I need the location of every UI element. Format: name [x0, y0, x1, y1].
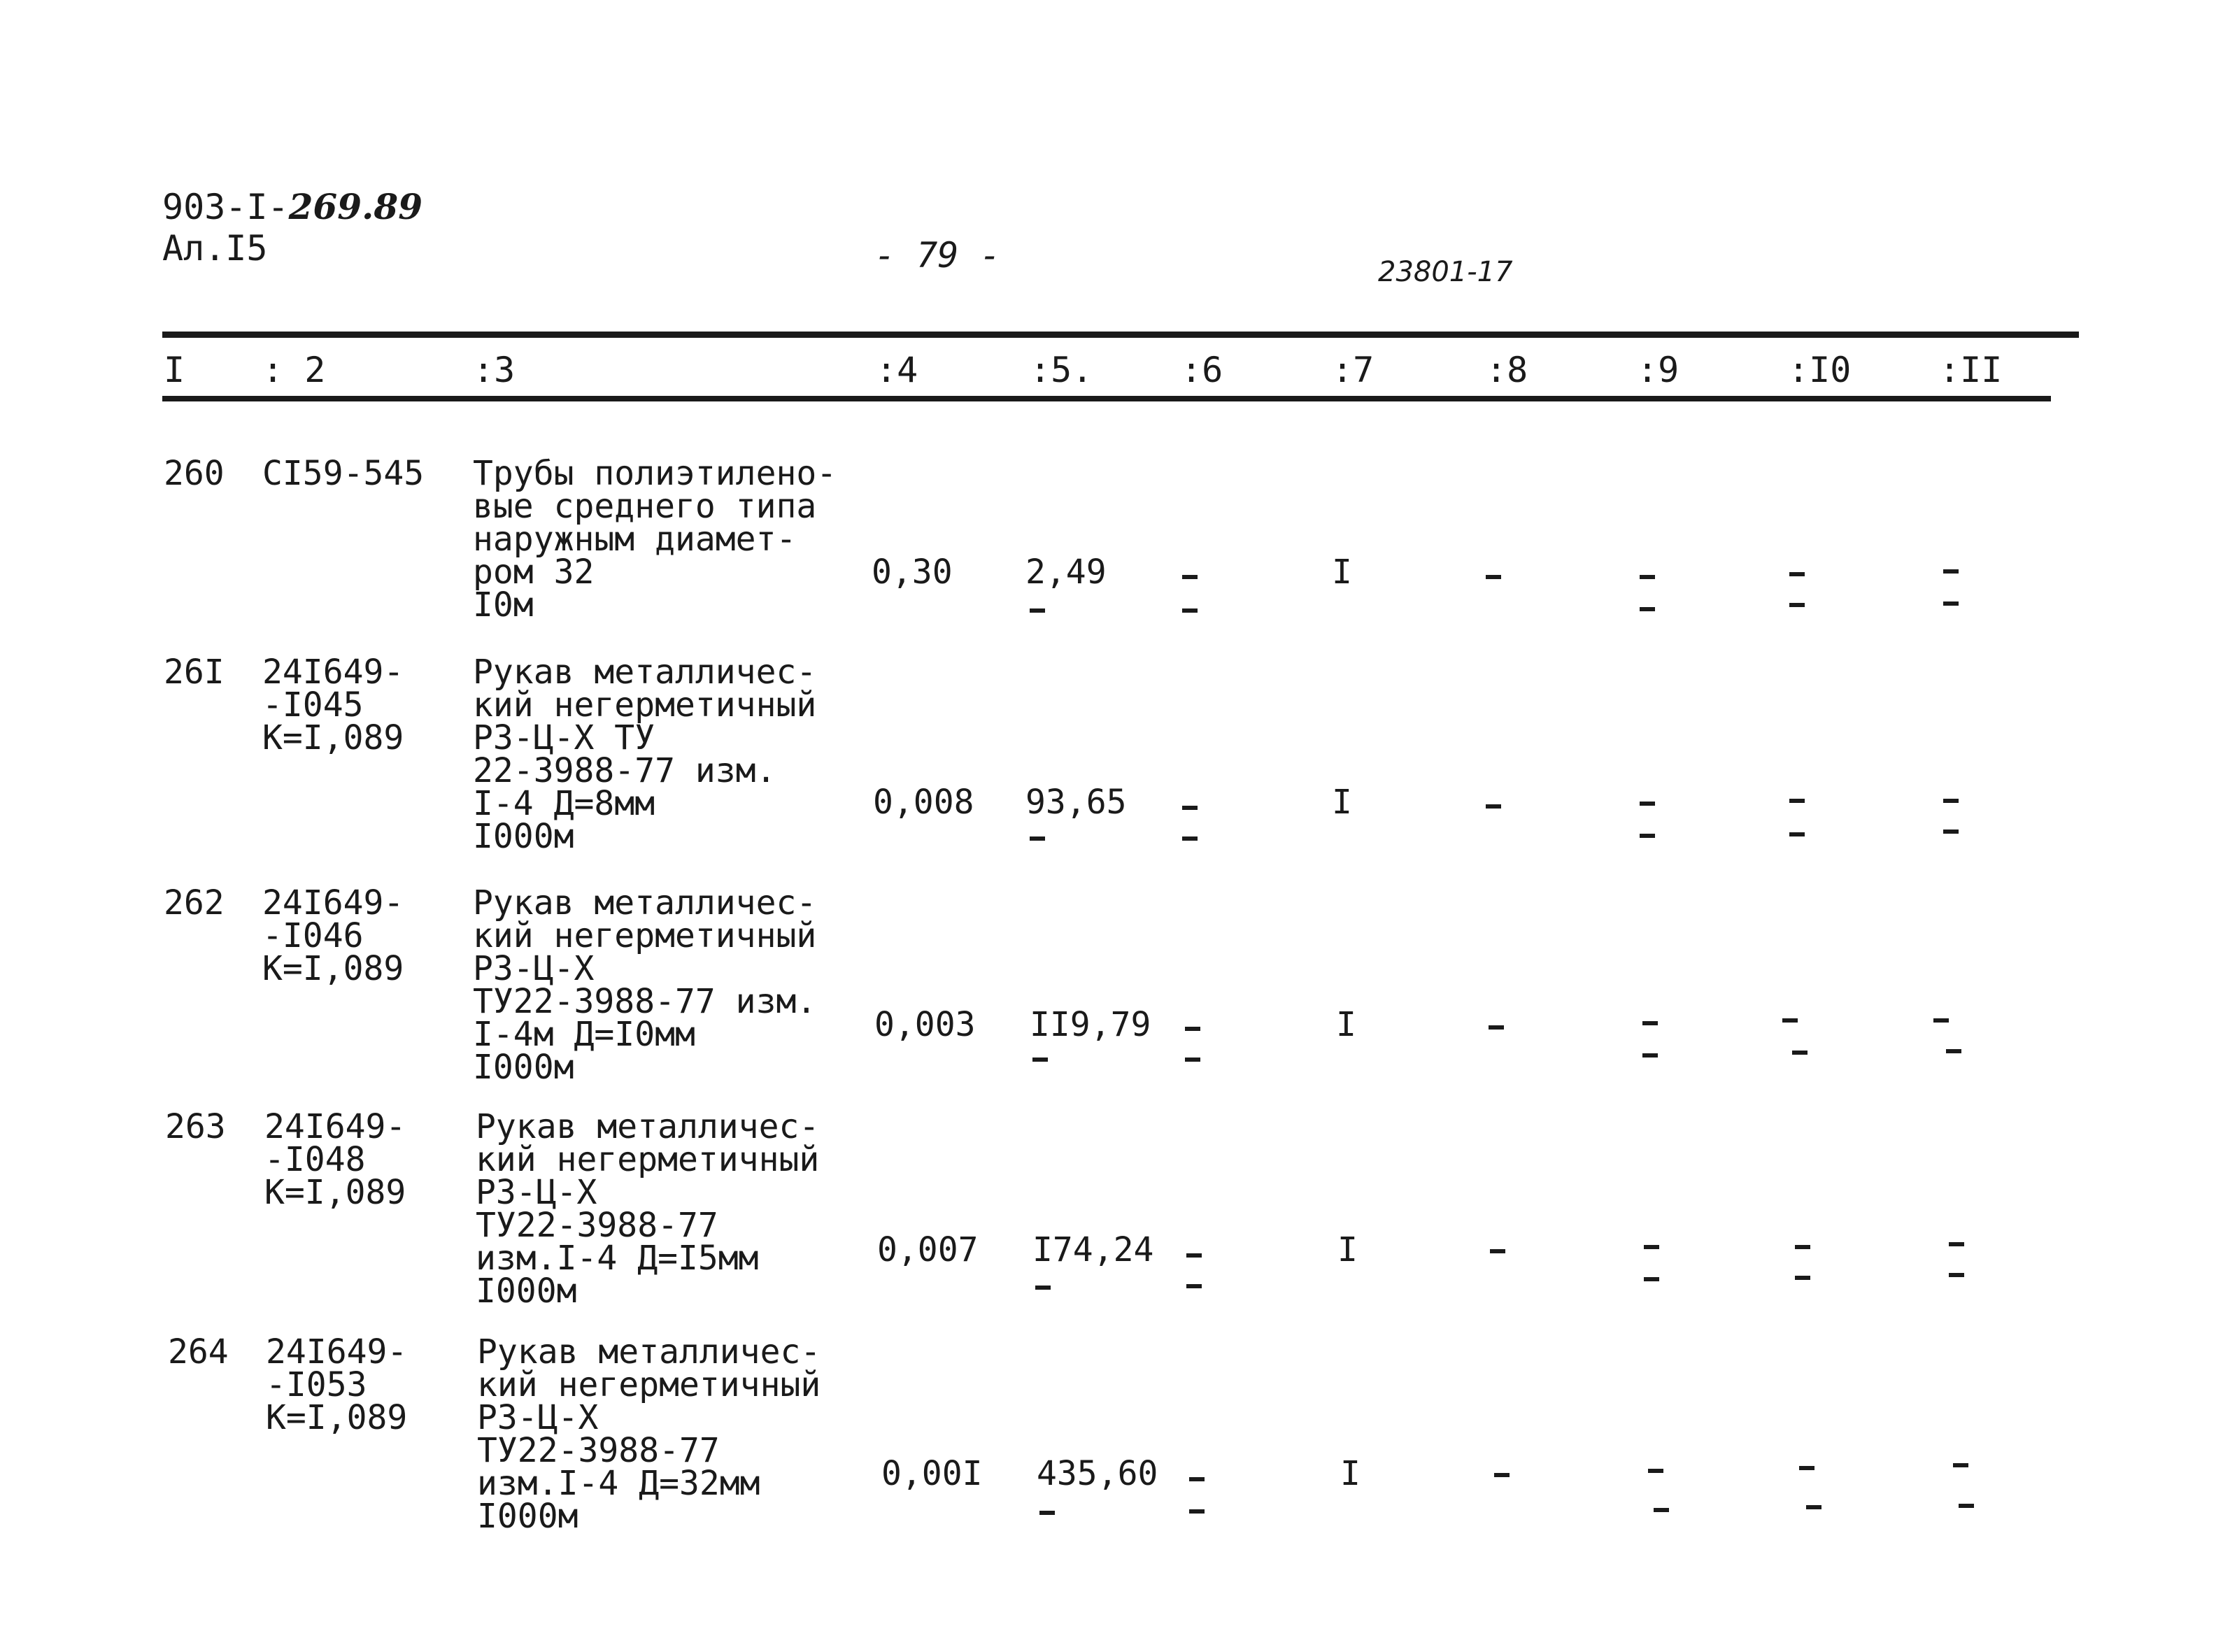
item-code-line: 24I649-	[262, 883, 404, 923]
dash-mark	[1792, 1051, 1808, 1055]
item-description	[473, 883, 817, 1087]
dash-mark	[1782, 1018, 1798, 1023]
dash-mark	[1943, 569, 1959, 574]
dash-mark	[1640, 802, 1655, 806]
column-header-5: :5.	[1030, 350, 1093, 390]
dash-mark	[1789, 799, 1805, 803]
item-code-line: 24I649-	[262, 653, 404, 692]
item-code-line: К=I,089	[264, 1173, 406, 1212]
item-code-line: -I053	[266, 1365, 367, 1404]
column-header-7: :7	[1332, 350, 1375, 390]
description-line: Рукав металличес-	[476, 1107, 820, 1146]
archive-number: 23801-17	[1378, 256, 1513, 288]
dash-mark	[1789, 572, 1805, 576]
item-code-line: -I048	[264, 1140, 366, 1179]
description-line: Трубы полиэтилено-	[473, 454, 837, 493]
item-code-line: -I045	[262, 685, 364, 725]
dash-mark	[1949, 1242, 1964, 1246]
table-top-rule	[162, 332, 2079, 338]
row-number: 262	[164, 883, 225, 923]
dash-mark	[1039, 1511, 1055, 1515]
description-line: кий негерметичный	[473, 916, 817, 955]
item-code	[262, 883, 404, 988]
row-number: 263	[165, 1107, 226, 1146]
column-header-8: :8	[1486, 350, 1528, 390]
dash-mark	[1185, 1027, 1200, 1031]
item-code-line: 24I649-	[264, 1107, 406, 1146]
item-description	[473, 653, 817, 856]
item-description	[477, 1332, 821, 1536]
dash-mark	[1182, 608, 1198, 613]
dash-mark	[1182, 806, 1198, 810]
description-line: I000м	[477, 1497, 578, 1536]
description-line: I-4м Д=I0мм	[473, 1015, 695, 1054]
description-line: РЗ-Ц-Х ТУ	[473, 718, 655, 757]
item-code	[262, 653, 404, 757]
description-line: изм.I-4 Д=I5мм	[476, 1239, 759, 1278]
dash-mark	[1489, 1025, 1504, 1030]
dash-mark	[1186, 1284, 1202, 1288]
dash-mark	[1640, 607, 1655, 611]
description-line: наружным диамет-	[473, 520, 797, 559]
sheet-label: Ал.I5	[162, 228, 268, 269]
description-line: РЗ-Ц-Х	[473, 949, 595, 988]
col5-value: 2,49	[1025, 553, 1107, 592]
column-header-3: :3	[473, 350, 516, 390]
col7-value: I	[1336, 1005, 1356, 1044]
doc-code-prefix: 903-I-	[162, 187, 289, 227]
dash-mark	[1943, 829, 1959, 834]
dash-mark	[1185, 1058, 1200, 1062]
dash-mark	[1953, 1463, 1968, 1467]
item-code	[262, 454, 425, 493]
description-line: I000м	[473, 1048, 574, 1087]
dash-mark	[1795, 1245, 1810, 1249]
description-line: I-4 Д=8мм	[473, 784, 655, 823]
dash-mark	[1035, 1286, 1051, 1290]
description-line: изм.I-4 Д=32мм	[477, 1464, 760, 1503]
dash-mark	[1799, 1466, 1814, 1470]
dash-mark	[1943, 799, 1959, 803]
dash-mark	[1642, 1021, 1658, 1025]
dash-mark	[1933, 1018, 1949, 1023]
dash-mark	[1946, 1049, 1961, 1053]
dash-mark	[1648, 1469, 1663, 1473]
dash-mark	[1949, 1273, 1964, 1277]
dash-mark	[1806, 1505, 1821, 1509]
row-number: 26I	[164, 653, 225, 692]
dash-mark	[1644, 1277, 1659, 1281]
dash-mark	[1030, 608, 1045, 613]
description-line: I000м	[476, 1272, 577, 1311]
col4-value: 0,00I	[881, 1454, 983, 1493]
col5-value: 435,60	[1037, 1454, 1158, 1493]
dash-mark	[1654, 1508, 1669, 1512]
description-line: Рукав металличес-	[473, 883, 817, 923]
dash-mark	[1640, 834, 1655, 838]
column-header-4: :4	[876, 350, 918, 390]
description-line: РЗ-Ц-Х	[476, 1173, 597, 1212]
description-line: вые среднего типа	[473, 487, 817, 526]
item-code-line: CI59-545	[262, 454, 425, 493]
description-line: ром 32	[473, 553, 595, 592]
col4-value: 0,003	[874, 1005, 976, 1044]
col4-value: 0,008	[873, 783, 974, 822]
col5-value: 93,65	[1025, 783, 1127, 822]
dash-mark	[1189, 1477, 1205, 1481]
item-code	[264, 1107, 406, 1212]
table-header-rule	[162, 396, 2051, 401]
col5-value: II9,79	[1030, 1005, 1151, 1044]
dash-mark	[1186, 1253, 1202, 1258]
dash-mark	[1642, 1053, 1658, 1058]
description-line: ТУ22-3988-77 изм.	[473, 982, 817, 1021]
dash-mark	[1182, 836, 1198, 841]
col4-value: 0,007	[877, 1230, 979, 1269]
description-line: 22-3988-77 изм.	[473, 751, 776, 790]
column-header-9: :9	[1637, 350, 1679, 390]
doc-code-handwritten: 269.89	[288, 186, 422, 227]
description-line: кий негерметичный	[476, 1140, 820, 1179]
dash-mark	[1640, 575, 1655, 579]
col5-value: I74,24	[1032, 1230, 1154, 1269]
dash-mark	[1030, 836, 1045, 841]
row-number: 264	[168, 1332, 229, 1372]
item-code-line: -I046	[262, 916, 364, 955]
description-line: I0м	[473, 585, 534, 625]
dash-mark	[1189, 1509, 1205, 1514]
dash-mark	[1182, 575, 1198, 579]
description-line: I000м	[473, 817, 574, 856]
column-header-1: I	[164, 350, 185, 390]
description-line: Рукав металличес-	[473, 653, 817, 692]
col7-value: I	[1337, 1230, 1358, 1269]
dash-mark	[1789, 832, 1805, 836]
item-code-line: К=I,089	[266, 1398, 408, 1437]
item-code-line: К=I,089	[262, 718, 404, 757]
column-header-6: :6	[1181, 350, 1223, 390]
description-line: Рукав металличес-	[477, 1332, 821, 1372]
item-description	[476, 1107, 820, 1311]
item-code-line: К=I,089	[262, 949, 404, 988]
description-line: ТУ22-3988-77	[476, 1206, 718, 1245]
description-line: кий негерметичный	[473, 685, 817, 725]
column-header-2: : 2	[262, 350, 326, 390]
page-number: - 79 -	[874, 235, 1001, 276]
item-description	[473, 454, 837, 625]
description-line: РЗ-Ц-Х	[477, 1398, 599, 1437]
dash-mark	[1795, 1276, 1810, 1280]
description-line: кий негерметичный	[477, 1365, 821, 1404]
dash-mark	[1486, 575, 1501, 579]
item-code-line: 24I649-	[266, 1332, 408, 1372]
dash-mark	[1644, 1245, 1659, 1249]
description-line: ТУ22-3988-77	[477, 1431, 720, 1470]
document-code	[162, 186, 422, 227]
dash-mark	[1494, 1473, 1510, 1477]
col4-value: 0,30	[872, 553, 953, 592]
col7-value: I	[1340, 1454, 1361, 1493]
col7-value: I	[1332, 783, 1352, 822]
row-number: 260	[164, 454, 225, 493]
dash-mark	[1486, 804, 1501, 809]
col7-value: I	[1332, 553, 1352, 592]
dash-mark	[1789, 603, 1805, 607]
dash-mark	[1032, 1058, 1048, 1062]
column-header-10: :I0	[1788, 350, 1852, 390]
column-header-11: :II	[1939, 350, 2003, 390]
dash-mark	[1959, 1504, 1974, 1508]
item-code	[266, 1332, 408, 1437]
dash-mark	[1943, 601, 1959, 606]
dash-mark	[1490, 1249, 1505, 1253]
